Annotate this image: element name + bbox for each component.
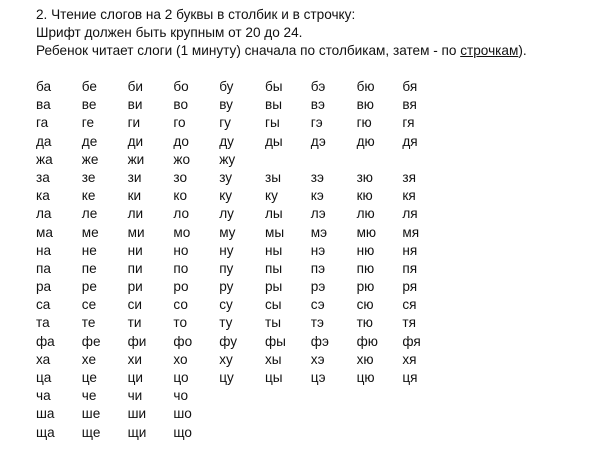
- syllable-row: [36, 351, 448, 369]
- syllable-row: [36, 278, 448, 296]
- syllable-cell: зя: [402, 169, 416, 185]
- syllable-cell: пя: [402, 260, 418, 276]
- syllable-cell: ва: [36, 97, 51, 113]
- syllable-cell: ми: [127, 224, 145, 240]
- syllable-cell: цэ: [310, 370, 326, 385]
- syllable-cell: дю: [356, 133, 375, 149]
- syllable-cell: же: [81, 151, 99, 167]
- syllable-cell: тю: [356, 315, 373, 331]
- syllable-cell: ху: [219, 351, 233, 367]
- syllable-cell: жа: [36, 151, 53, 167]
- syllable-cell: би: [127, 79, 143, 94]
- syllable-cell: чо: [173, 388, 189, 404]
- syllable-cell: лю: [356, 206, 375, 222]
- syllable-cell: шо: [173, 406, 192, 422]
- syllable-cell: вэ: [310, 97, 325, 113]
- syllable-cell: де: [81, 133, 98, 149]
- syllable-cell: ма: [36, 224, 53, 240]
- syllable-cell: ве: [81, 97, 97, 113]
- syllable-row: [36, 187, 448, 205]
- syllable-cell: вы: [264, 97, 282, 113]
- syllable-row: [36, 260, 448, 278]
- syllable-cell: зи: [127, 169, 142, 185]
- syllable-cell: ны: [264, 242, 283, 258]
- syllable-row: [36, 224, 448, 242]
- syllable-cell: ме: [81, 224, 99, 240]
- syllable-cell: си: [127, 297, 142, 313]
- syllable-cell: по: [173, 260, 189, 276]
- syllable-cell: ки: [127, 188, 142, 204]
- syllable-cell: на: [36, 242, 52, 258]
- syllable-cell: хо: [173, 351, 188, 367]
- syllable-cell: бо: [173, 79, 189, 94]
- syllable-cell: нэ: [310, 242, 326, 258]
- syllable-cell: зю: [356, 169, 374, 185]
- syllable-cell: жо: [173, 151, 191, 167]
- syllable-cell: су: [219, 297, 233, 313]
- syllable-cell: ща: [36, 424, 55, 440]
- syllable-cell: хэ: [310, 351, 325, 367]
- syllable-cell: фя: [402, 333, 421, 349]
- syllable-cell: лы: [264, 206, 283, 222]
- syllable-cell: ше: [81, 406, 101, 422]
- syllable-cell: фы: [264, 333, 286, 349]
- syllable-cell: мэ: [310, 224, 328, 240]
- syllable-cell: ды: [264, 133, 283, 149]
- syllable-cell: рэ: [310, 279, 326, 295]
- underlined-word-rows: строчкам: [460, 43, 519, 58]
- syllable-cell: па: [36, 260, 51, 276]
- instructions-block: [36, 6, 527, 60]
- syllable-cell: ши: [127, 406, 147, 422]
- syllable-cell: цю: [356, 370, 375, 385]
- syllable-cell: ля: [402, 206, 418, 222]
- syllable-cell: ту: [219, 315, 233, 331]
- syllable-row: [36, 205, 448, 223]
- syllable-cell: но: [173, 242, 189, 258]
- syllable-cell: те: [81, 315, 96, 331]
- syllable-cell: зы: [264, 169, 281, 185]
- syllable-cell: пе: [81, 260, 97, 276]
- syllable-cell: га: [36, 115, 49, 131]
- syllable-cell: фэ: [310, 333, 329, 349]
- syllable-row: [36, 133, 448, 151]
- syllable-row: [36, 387, 448, 405]
- instruction-line-3: [36, 42, 527, 60]
- syllable-cell: пю: [356, 260, 375, 276]
- syllable-cell: цу: [219, 370, 234, 385]
- instruction-line-3-start: Ребенок читает слоги (1 минуту) сначала по столбикам, затем - по: [36, 43, 461, 58]
- syllable-cell: гу: [219, 115, 231, 131]
- syllable-row: [36, 242, 448, 260]
- syllable-cell: зо: [173, 169, 188, 185]
- syllable-cell: сы: [264, 297, 282, 313]
- syllable-cell: ви: [127, 97, 143, 113]
- syllable-cell: до: [173, 133, 189, 149]
- syllable-cell: ро: [173, 279, 189, 295]
- syllable-cell: ба: [36, 79, 52, 94]
- syllable-cell: ха: [36, 351, 51, 367]
- instruction-line-3-end: ).: [518, 43, 527, 58]
- syllable-cell: ду: [219, 133, 234, 149]
- syllable-cell: вя: [402, 97, 417, 113]
- syllable-cell: бя: [402, 79, 418, 94]
- syllable-cell: че: [81, 388, 97, 404]
- syllable-cell: пы: [264, 260, 283, 276]
- syllable-cell: мо: [173, 224, 191, 240]
- syllable-cell: сэ: [310, 297, 325, 313]
- syllable-row: [36, 424, 448, 442]
- syllable-cell: ко: [173, 188, 188, 204]
- syllable-cell: се: [81, 297, 97, 313]
- syllable-cell: ча: [36, 388, 51, 404]
- syllable-cell: мы: [264, 224, 285, 240]
- syllable-cell: сю: [356, 297, 374, 313]
- syllable-cell: ца: [36, 370, 52, 385]
- syllable-cell: пу: [219, 260, 234, 276]
- syllable-cell: зу: [219, 169, 233, 185]
- syllable-cell: ра: [36, 279, 52, 295]
- syllable-cell: ру: [219, 279, 234, 295]
- syllable-cell: ню: [356, 242, 375, 258]
- syllable-cell: лэ: [310, 206, 326, 222]
- syllable-cell: цо: [173, 370, 189, 385]
- syllable-cell: кя: [402, 188, 416, 204]
- syllable-cell: ся: [402, 297, 417, 313]
- syllable-cell: ву: [219, 97, 233, 113]
- syllable-cell: ла: [36, 206, 52, 222]
- syllable-cell: ку: [264, 188, 278, 204]
- syllable-cell: гэ: [310, 115, 323, 131]
- syllable-row: [36, 405, 448, 423]
- syllable-cell: ци: [127, 370, 143, 385]
- syllable-cell: бы: [264, 79, 283, 94]
- syllable-cell: хы: [264, 351, 282, 367]
- syllable-cell: ли: [127, 206, 144, 222]
- syllable-cell: хе: [81, 351, 97, 367]
- syllable-cell: ло: [173, 206, 190, 222]
- syllable-cell: ры: [264, 279, 283, 295]
- syllable-cell: со: [173, 297, 188, 313]
- syllable-cell: ги: [127, 115, 141, 131]
- syllable-cell: вю: [356, 97, 374, 113]
- syllable-cell: ну: [219, 242, 234, 258]
- syllable-cell: фа: [36, 333, 55, 349]
- syllable-cell: пэ: [310, 260, 326, 276]
- syllable-cell: та: [36, 315, 50, 331]
- syllable-cell: ле: [81, 206, 98, 222]
- syllable-cell: що: [173, 424, 192, 440]
- syllable-cell: бю: [356, 79, 375, 94]
- syllable-cell: не: [81, 242, 97, 258]
- syllable-cell: бу: [219, 79, 234, 94]
- syllable-cell: да: [36, 133, 52, 149]
- syllable-cell: щи: [127, 424, 147, 440]
- syllable-cell: дя: [402, 133, 418, 149]
- syllable-cell: чи: [127, 388, 143, 404]
- syllable-cell: жу: [219, 151, 236, 167]
- syllable-row: [36, 151, 448, 169]
- syllable-cell: му: [219, 224, 236, 240]
- syllable-cell: ка: [36, 188, 50, 204]
- syllable-row: [36, 333, 448, 351]
- syllable-cell: за: [36, 169, 50, 185]
- syllable-cell: хи: [127, 351, 142, 367]
- syllable-cell: ще: [81, 424, 101, 440]
- syllable-cell: зэ: [310, 169, 324, 185]
- syllable-cell: гя: [402, 115, 415, 131]
- syllable-cell: гю: [356, 115, 372, 131]
- syllable-cell: ни: [127, 242, 143, 258]
- syllable-cell: го: [173, 115, 186, 131]
- syllable-cell: хя: [402, 351, 417, 367]
- syllable-cell: са: [36, 297, 51, 313]
- syllable-cell: жи: [127, 151, 145, 167]
- syllable-cell: фо: [173, 333, 193, 349]
- syllable-row: [36, 296, 448, 314]
- syllable-cell: мя: [402, 224, 420, 240]
- syllable-cell: бе: [81, 79, 97, 94]
- syllable-cell: ти: [127, 315, 142, 331]
- syllable-cell: зе: [81, 169, 96, 185]
- instruction-line-1: 2. Чтение слогов на 2 буквы в столбик и в строчку:: [36, 7, 356, 22]
- syllable-row: [36, 96, 448, 114]
- syllable-cell: гы: [264, 115, 280, 131]
- syllable-cell: ри: [127, 279, 143, 295]
- syllable-cell: ня: [402, 242, 418, 258]
- syllable-cell: ша: [36, 406, 55, 422]
- syllable-cell: ця: [402, 370, 418, 385]
- syllable-cell: фю: [356, 333, 378, 349]
- syllable-cell: фу: [219, 333, 238, 349]
- syllable-table: [36, 78, 448, 442]
- syllable-row: [36, 314, 448, 332]
- syllable-cell: ку: [219, 188, 233, 204]
- syllable-cell: дэ: [310, 133, 326, 149]
- syllable-cell: ря: [402, 279, 418, 295]
- syllable-cell: кю: [356, 188, 373, 204]
- syllable-cell: це: [81, 370, 97, 385]
- syllable-cell: ты: [264, 315, 281, 331]
- syllable-cell: ре: [81, 279, 97, 295]
- syllable-cell: фе: [81, 333, 101, 349]
- instruction-line-2: Шрифт должен быть крупным от 20 до 24.: [36, 25, 303, 40]
- syllable-cell: цы: [264, 370, 283, 385]
- syllable-cell: пи: [127, 260, 143, 276]
- syllable-cell: тя: [402, 315, 416, 331]
- syllable-row: [36, 169, 448, 187]
- syllable-row: [36, 114, 448, 132]
- syllable-cell: рю: [356, 279, 375, 295]
- syllable-cell: то: [173, 315, 188, 331]
- syllable-cell: мю: [356, 224, 377, 240]
- syllable-row: [36, 78, 448, 96]
- syllable-cell: бэ: [310, 79, 326, 94]
- syllable-cell: лу: [219, 206, 234, 222]
- syllable-cell: хю: [356, 351, 374, 367]
- syllable-cell: ди: [127, 133, 144, 149]
- syllable-cell: ге: [81, 115, 95, 131]
- syllable-cell: во: [173, 97, 189, 113]
- syllable-cell: кэ: [310, 188, 324, 204]
- syllable-cell: тэ: [310, 315, 324, 331]
- syllable-cell: фи: [127, 333, 147, 349]
- syllable-cell: ке: [81, 188, 96, 204]
- syllable-row: [36, 369, 448, 387]
